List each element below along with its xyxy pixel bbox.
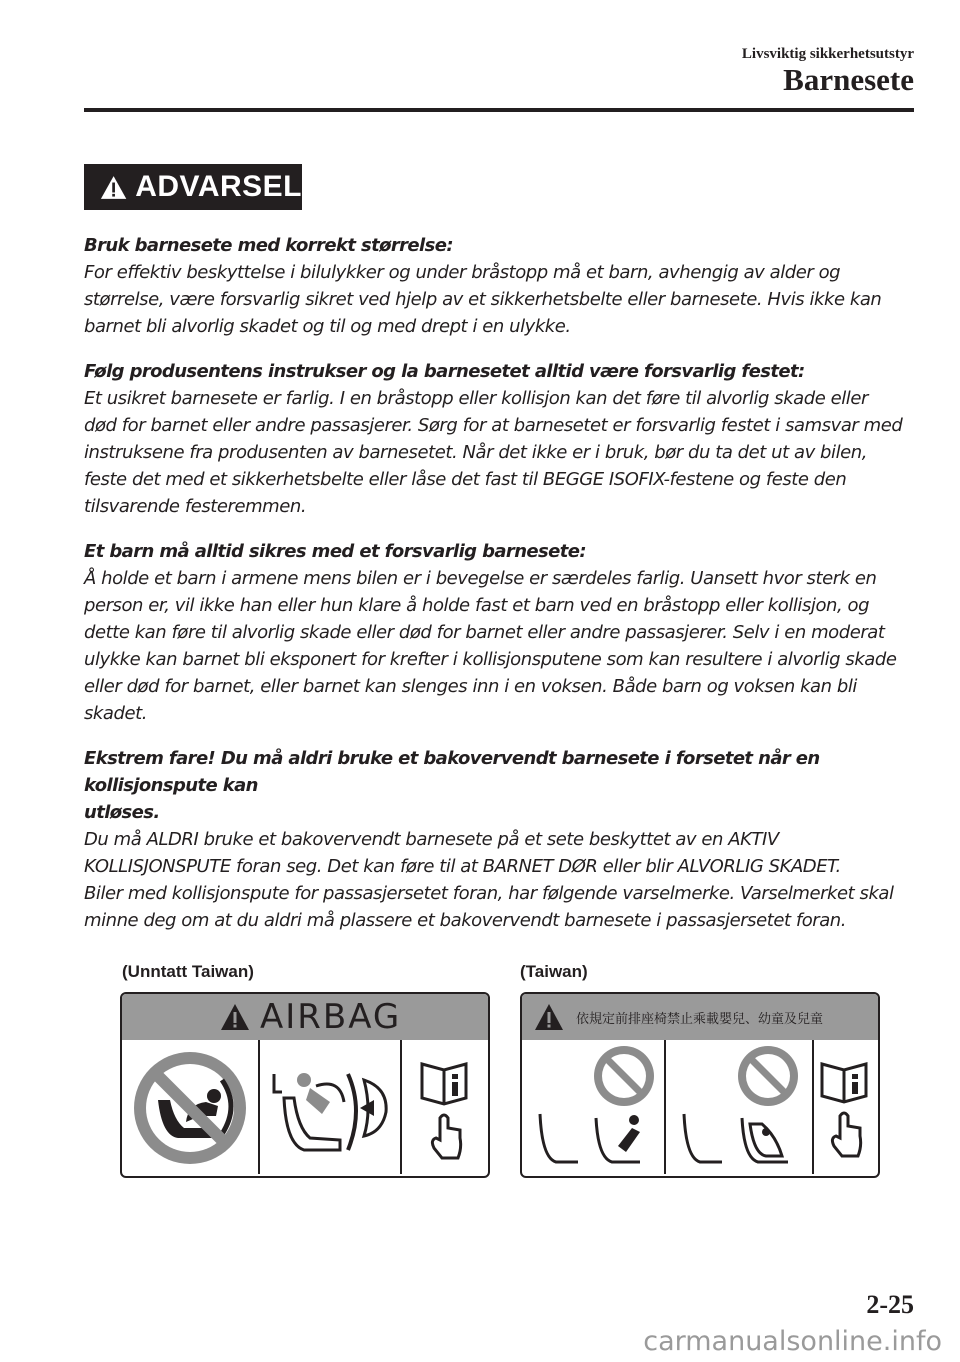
paragraph-line: dette kan føre til alvorlig skade eller død for barnet eller andre passasjerer. Selv i en moderat bbox=[84, 622, 885, 643]
no-infant-in-front-seat-cell bbox=[666, 1040, 814, 1174]
airbag-label-banner bbox=[122, 994, 488, 1040]
read-manual-icon bbox=[814, 1040, 878, 1174]
warning-triangle-icon bbox=[220, 1003, 250, 1031]
paragraph-extreme-danger bbox=[84, 745, 916, 934]
warning-content bbox=[84, 232, 916, 952]
header-divider bbox=[84, 108, 914, 112]
page-title: Barnesete bbox=[783, 62, 914, 97]
prohibited-infant-seat-icon bbox=[666, 1040, 812, 1174]
warning-triangle-icon bbox=[100, 174, 127, 201]
paragraph-line: Du må ALDRI bruke et bakovervendt barnesete på et sete beskyttet av en AKTIV bbox=[84, 829, 779, 850]
airbag-warning-label-intl bbox=[120, 992, 490, 1178]
paragraph-line: Et usikret barnesete er farlig. I en bråstopp eller kollisjon kan det føre til alvorlig skade eller bbox=[84, 388, 868, 409]
no-rear-facing-seat-cell bbox=[122, 1040, 260, 1174]
label-caption-except-taiwan: (Unntatt Taiwan) bbox=[122, 962, 254, 981]
paragraph-heading: Følg produsentens instrukser og la barnesetet alltid være forsvarlig festet: bbox=[84, 361, 805, 382]
paragraph-line: død for barnet eller andre passasjerer. Sørg for at barnesetet er forsvarlig festet i samsvar med bbox=[84, 415, 903, 436]
read-manual-cell bbox=[402, 1040, 488, 1174]
prohibited-child-seat-icon bbox=[522, 1040, 664, 1174]
airbag-banner-text: AIRBAG bbox=[260, 997, 402, 1037]
airbag-deploy-cell bbox=[260, 1040, 402, 1174]
paragraph-manufacturer-instructions bbox=[84, 358, 916, 520]
paragraph-always-secure-child bbox=[84, 538, 916, 727]
paragraph-line: barnet bli alvorlig skadet og til og med drept i en ulykke. bbox=[84, 316, 571, 337]
paragraph-heading: Ekstrem fare! Du må aldri bruke et bakovervendt barnesete i forsetet når en kollisjonspute kan bbox=[84, 748, 820, 796]
paragraph-line: skadet. bbox=[84, 703, 147, 724]
prohibited-rear-facing-seat-icon bbox=[122, 1040, 258, 1174]
paragraph-line: KOLLISJONSPUTE foran seg. Det kan føre til at BARNET DØR eller blir ALVORLIG SKADET. bbox=[84, 856, 841, 877]
warning-label: ADVARSEL bbox=[135, 170, 302, 203]
airbag-banner-text: 依規定前排座椅禁止乘載嬰兒、幼童及兒童 bbox=[576, 1011, 824, 1027]
paragraph-line: instruksene fra produsenten av barnesetet. Når det ikke er i bruk, bør du ta det ut av bilen, bbox=[84, 442, 867, 463]
paragraph-heading: utløses. bbox=[84, 802, 160, 823]
paragraph-heading: Et barn må alltid sikres med et forsvarlig barnesete: bbox=[84, 541, 586, 562]
paragraph-heading: Bruk barnesete med korrekt størrelse: bbox=[84, 235, 453, 256]
paragraph-line: eller død for barnet, eller barnet kan slenges inn i en voksen. Både barn og voksen kan bli bbox=[84, 676, 857, 697]
paragraph-line: størrelse, være forsvarlig sikret ved hjelp av et sikkerhetsbelte eller barnesete. Hvis ikke kan bbox=[84, 289, 882, 310]
airbag-deploy-icon bbox=[260, 1040, 400, 1174]
section-title: Livsviktig sikkerhetsutstyr bbox=[741, 46, 914, 62]
paragraph-line: tilsvarende festeremmen. bbox=[84, 496, 307, 517]
paragraph-line: Biler med kollisjonspute for passasjersetet foran, har følgende varselmerke. Varselmerket skal bbox=[84, 883, 894, 904]
paragraph-line: minne deg om at du aldri må plassere et bakovervendt barnesete i passasjersetet foran. bbox=[84, 910, 847, 931]
paragraph-line: feste det med et sikkerhetsbelte eller låse det fast til BEGGE ISOFIX-festene og feste den bbox=[84, 469, 847, 490]
paragraph-line: For effektiv beskyttelse i bilulykker og under bråstopp må et barn, avhengig av alder og bbox=[84, 262, 841, 283]
paragraph-line: person er, vil ikke han eller hun klare å holde fast et barn ved en bråstopp eller kollisjon, og bbox=[84, 595, 870, 616]
paragraph-child-seat-size bbox=[84, 232, 916, 340]
page-number: 2-25 bbox=[866, 1290, 914, 1319]
paragraph-line: Å holde et barn i armene mens bilen er i bevegelse er særdeles farlig. Uansett hvor sterk en bbox=[84, 568, 877, 589]
read-manual-cell bbox=[814, 1040, 878, 1174]
read-manual-icon bbox=[402, 1040, 488, 1174]
warning-badge bbox=[84, 164, 302, 210]
airbag-label-banner bbox=[522, 994, 878, 1040]
warning-triangle-icon bbox=[534, 1003, 564, 1031]
watermark: carmanualsonline.info bbox=[643, 1326, 942, 1357]
airbag-warning-label-taiwan bbox=[520, 992, 880, 1178]
label-caption-taiwan: (Taiwan) bbox=[520, 962, 588, 981]
no-child-in-front-seat-cell bbox=[522, 1040, 666, 1174]
paragraph-line: ulykke kan barnet bli eksponert for krefter i kollisjonsputene som kan resultere i alvorlig skade bbox=[84, 649, 897, 670]
